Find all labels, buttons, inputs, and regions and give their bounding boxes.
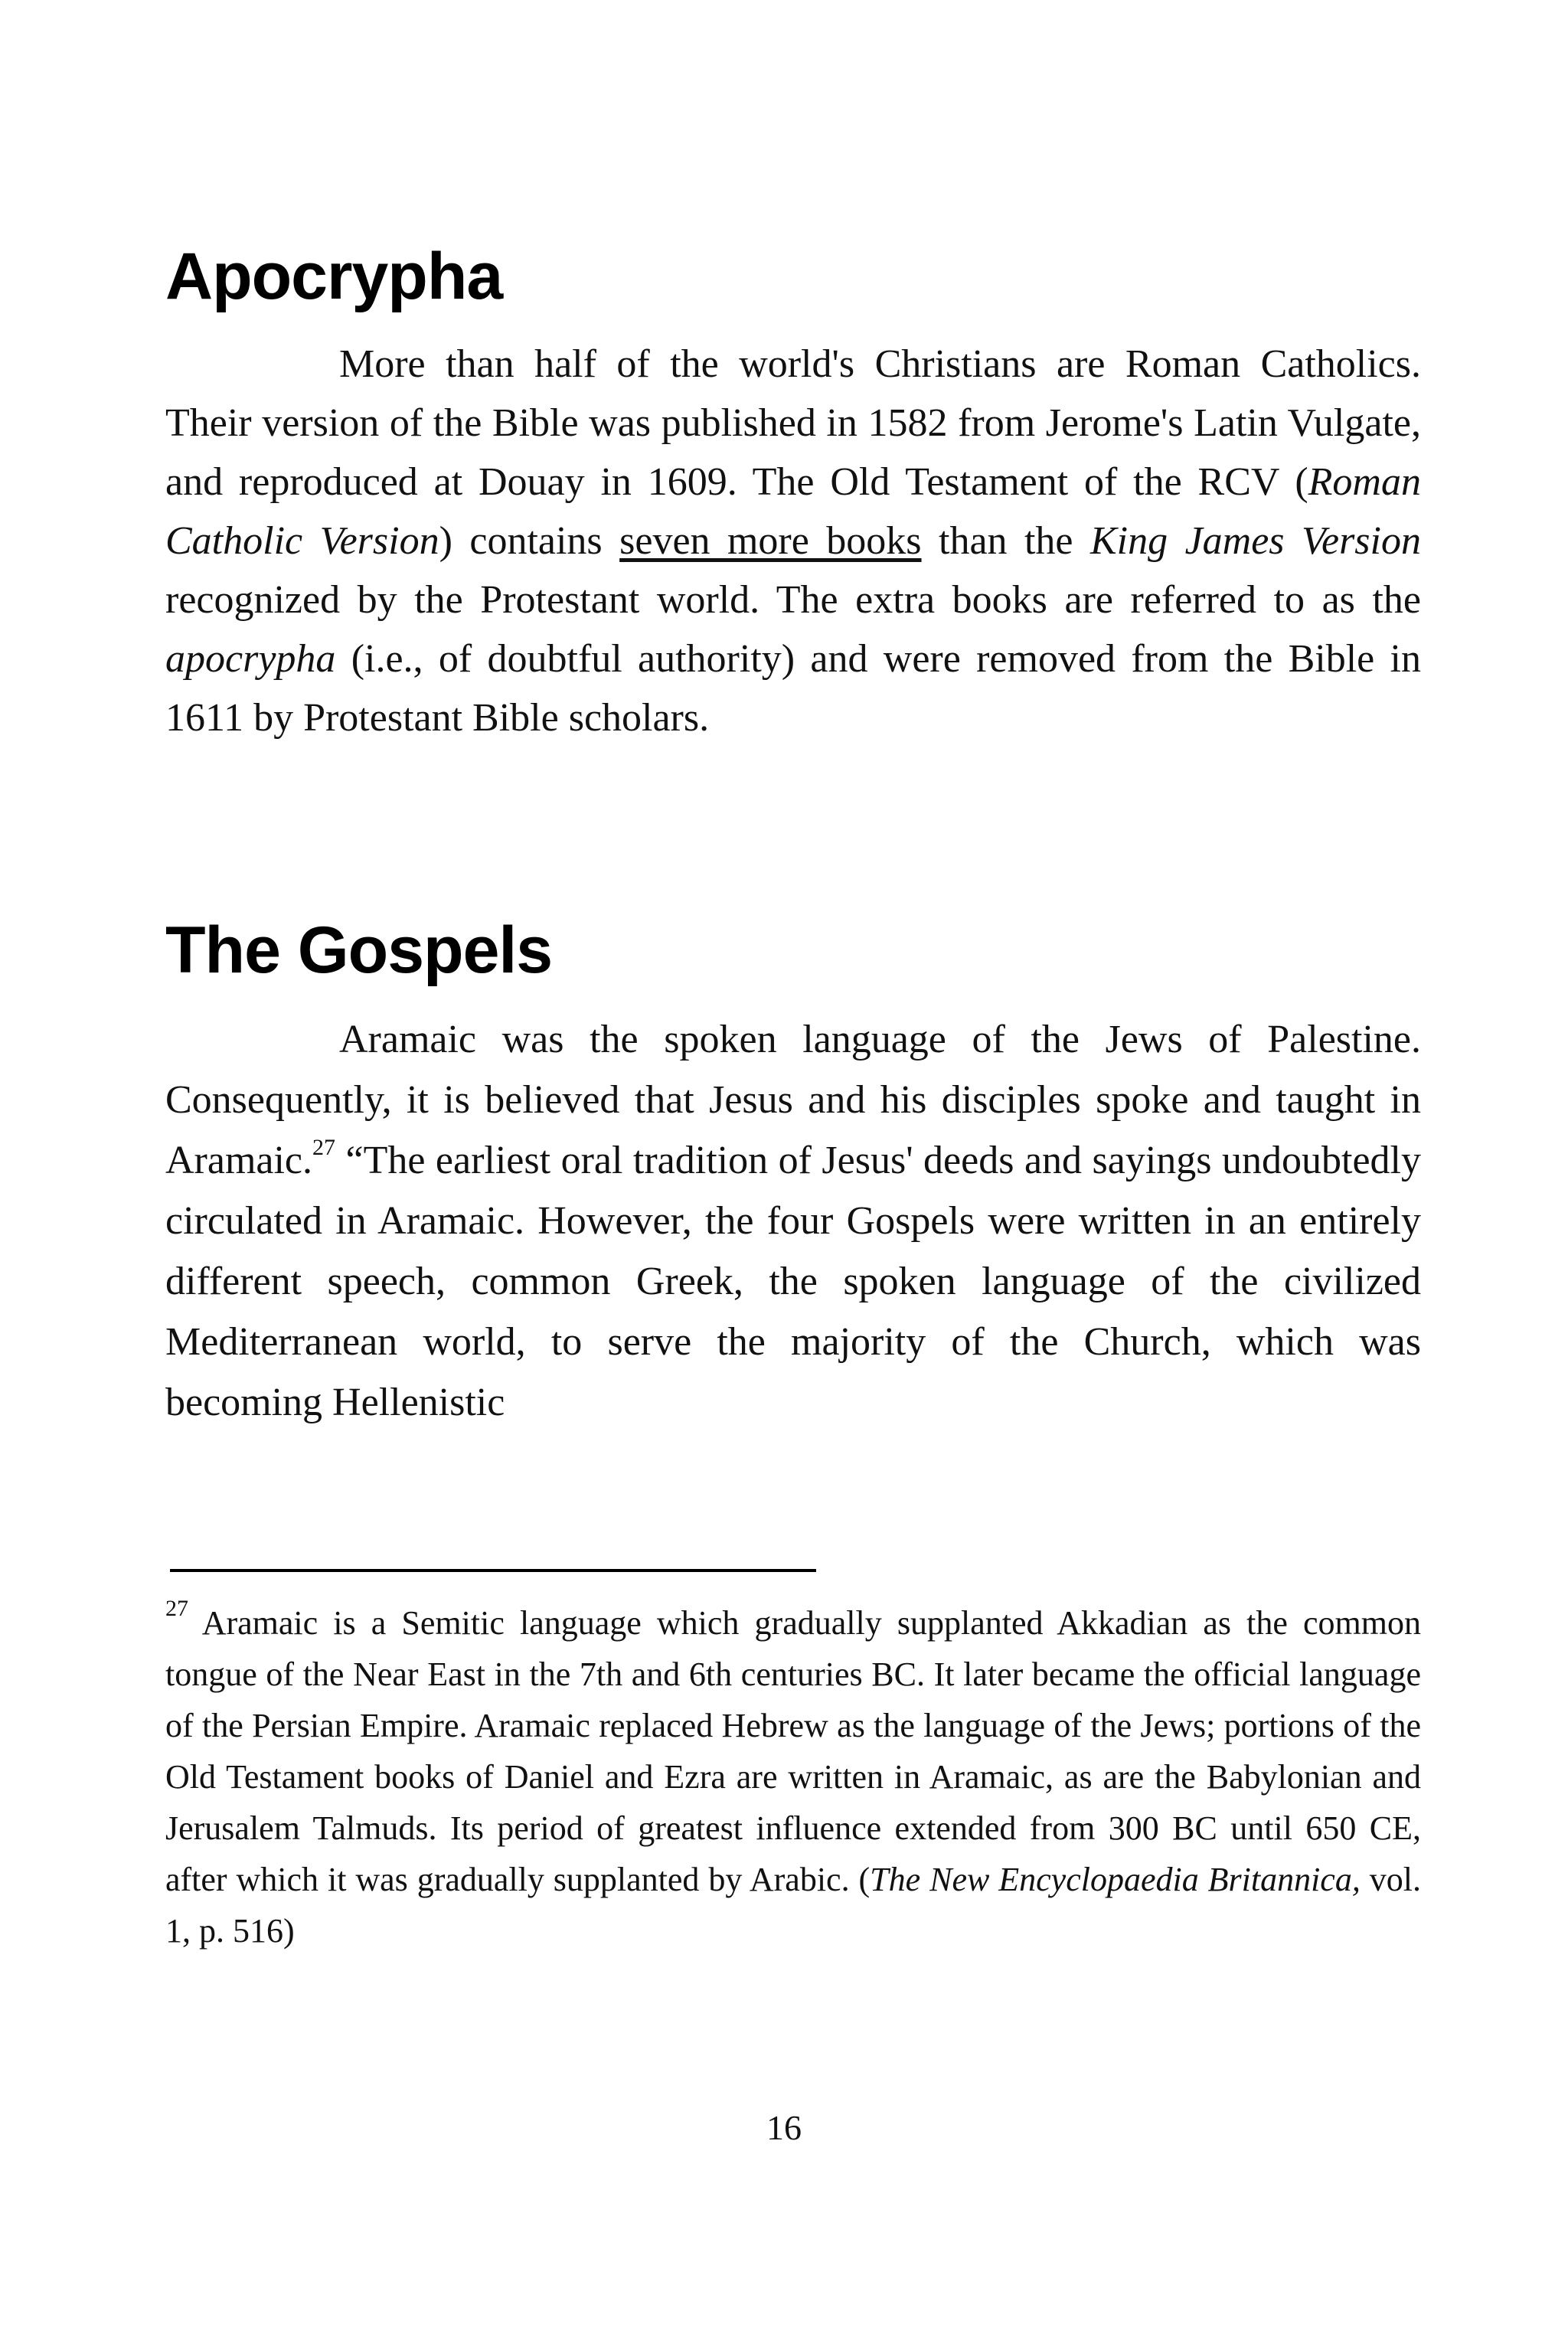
text-segment: recognized by the Protestant world. The extra books are referred to as the <box>165 578 1421 622</box>
footnote-paragraph <box>165 1597 1421 1956</box>
footnote-reference: 27 <box>312 1135 336 1160</box>
footnote-divider <box>170 1569 816 1572</box>
text-segment: “The earliest oral tradition of Jesus' deeds and sayings undoubtedly circulated in Aramaic. However, the four Gospels were written in an entirely different speech, common Greek, the spoken language of the civilized Mediterranean world, to serve the majority of the Church, which was becoming Hellenistic <box>165 1139 1421 1424</box>
text-segment: vol. 1, p. 516) <box>165 1861 1421 1950</box>
italic-citation-title: The New Encyclopaedia Britannica, <box>870 1861 1361 1898</box>
text-segment: Aramaic is a Semitic language which gradually supplanted Akkadian as the common tongue of the Near East in the 7th and 6th centuries BC. It later became the official language of the Persian Empire. Aramaic replaced Hebrew as the language of the Jews; portions of the Old Testament books of Daniel and Ezra are written in Aramaic, as are the Babylonian and Jerusalem Talmuds. Its period of greatest influence extended from 300 BC until 650 CE, after which it was gradually supplanted by Arabic. ( <box>165 1604 1421 1898</box>
gospels-paragraph <box>165 1009 1421 1433</box>
text-segment: (i.e., of doubtful authority) and were removed from the Bible in 1611 by Protestant Bible scholars. <box>165 637 1421 740</box>
underlined-phrase: seven more books <box>619 519 922 563</box>
heading-apocrypha: Apocrypha <box>165 240 503 313</box>
text-segment: More than half of the world's Christians are Roman Catholics. Their version of the Bible was published in 1582 from Jerome's Latin Vulgate, and reproduced at Douay in 1609. The Old Testament of the RCV ( <box>165 342 1421 504</box>
page-number: 16 <box>766 2108 802 2147</box>
italic-term-apocrypha: apocrypha <box>165 637 336 681</box>
apocrypha-paragraph <box>165 335 1421 747</box>
footnote-number: 27 <box>165 1596 188 1621</box>
text-segment: Aramaic was the spoken language of the Jews of Palestine. Consequently, it is believed that Jesus and his disciples spoke and taught in Aramaic. <box>165 1018 1421 1182</box>
text-segment: ) contains <box>439 519 620 563</box>
text-segment: than the <box>921 519 1090 563</box>
heading-the-gospels: The Gospels <box>165 914 553 987</box>
italic-title-kjv: King James Version <box>1089 519 1421 563</box>
italic-title-rcv: Roman Catholic Version <box>165 460 1421 563</box>
